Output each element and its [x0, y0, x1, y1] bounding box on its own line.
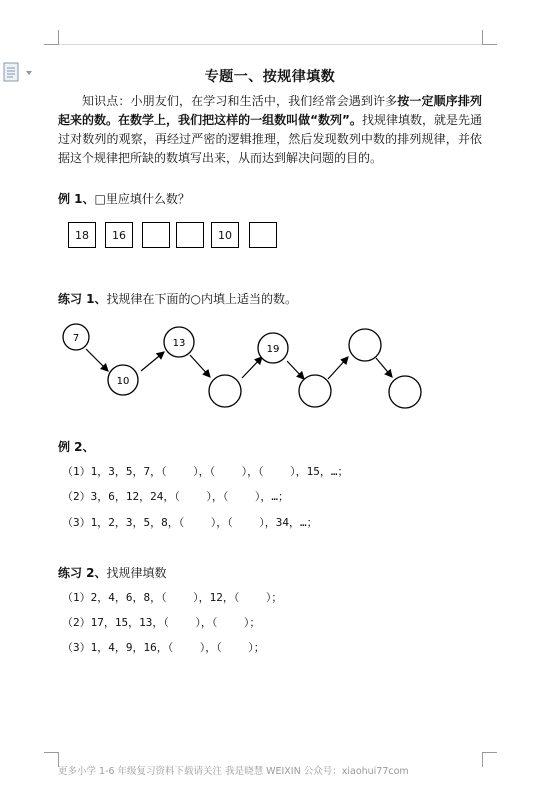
practice1-label: 练习 1、 [58, 292, 107, 306]
page-title: 专题一、按规律填数 [204, 69, 336, 85]
example1-box-row [68, 222, 288, 250]
number-circle [389, 376, 421, 408]
arrow [190, 355, 210, 377]
arrow [376, 358, 392, 377]
zigzag-circle-diagram [50, 315, 440, 415]
practice2-item-1: （1）2，4，6，8，（ ），12，（ ）； [62, 591, 283, 604]
number-box: 16 [105, 222, 133, 248]
intro-paragraph [58, 92, 482, 168]
number-circle [299, 375, 331, 407]
number-box: 18 [68, 222, 96, 248]
example2-item-2: （2）3，6，12，24，（ ），（ ），…； [62, 490, 289, 503]
number-circle [209, 375, 241, 407]
arrow [287, 361, 304, 379]
arrow [242, 357, 262, 378]
example2-item-1: （1）1，3，5，7，（ ），（ ），（ ），15，…； [62, 465, 349, 478]
example1-question: □里应填什么数？ [94, 192, 190, 206]
circle-number: 7 [72, 333, 80, 344]
number-box [176, 222, 204, 248]
page-corner-mark-top-right [482, 30, 497, 45]
page-corner-mark-top-left [44, 30, 59, 45]
number-box [142, 222, 170, 248]
practice2-heading [58, 564, 167, 581]
arrow [328, 357, 348, 379]
example1-heading [58, 190, 190, 207]
arrow [141, 352, 164, 371]
number-box: 10 [211, 222, 239, 248]
practice2-label: 练习 2、 [58, 566, 107, 580]
practice2-question: 找规律填数 [106, 566, 167, 580]
number-circle [349, 329, 381, 361]
practice1-heading [58, 290, 297, 307]
circle-number: 19 [266, 344, 280, 355]
intro-bold-text: 按一定顺序排列起来的数。在数学上，我们把这样的一组数叫做“数列”。 [58, 94, 482, 127]
practice1-question: 找规律在下面的○内填上适当的数。 [106, 292, 298, 306]
page-corner-mark-bottom-left [44, 752, 59, 767]
circle-number: 10 [116, 376, 130, 387]
number-box [249, 222, 277, 248]
example2-heading: 例 2、 [58, 440, 95, 454]
intro-text-2: 找规律填数，就是先通过对数列的观察，再经过严密的逻辑推理，然后发现数列中数的排列规律，并依据这个规律把所缺的数填写出来，从而达到解决问题的目的。 [58, 113, 482, 165]
practice2-item-2: （2）17，15，13，（ ），（ ）； [62, 616, 261, 629]
example1-label: 例 1、 [58, 192, 95, 206]
page-top-border [58, 44, 482, 45]
arrow [86, 349, 108, 371]
circle-number: 13 [172, 338, 186, 349]
practice2-item-3: （3）1，4，9，16，（ ），（ ）； [62, 641, 265, 654]
intro-text-1: 知识点：小朋友们，在学习和生活中，我们经常会遇到许多 [82, 94, 398, 108]
footer-note: 更多小学 1-6 年级复习资料下载请关注 我是晓慧 WEIXIN 公众号：xiaohui77com [58, 766, 409, 777]
example2-item-3: （3）1，2，3，5，8，（ ），（ ），34，…； [62, 516, 318, 529]
